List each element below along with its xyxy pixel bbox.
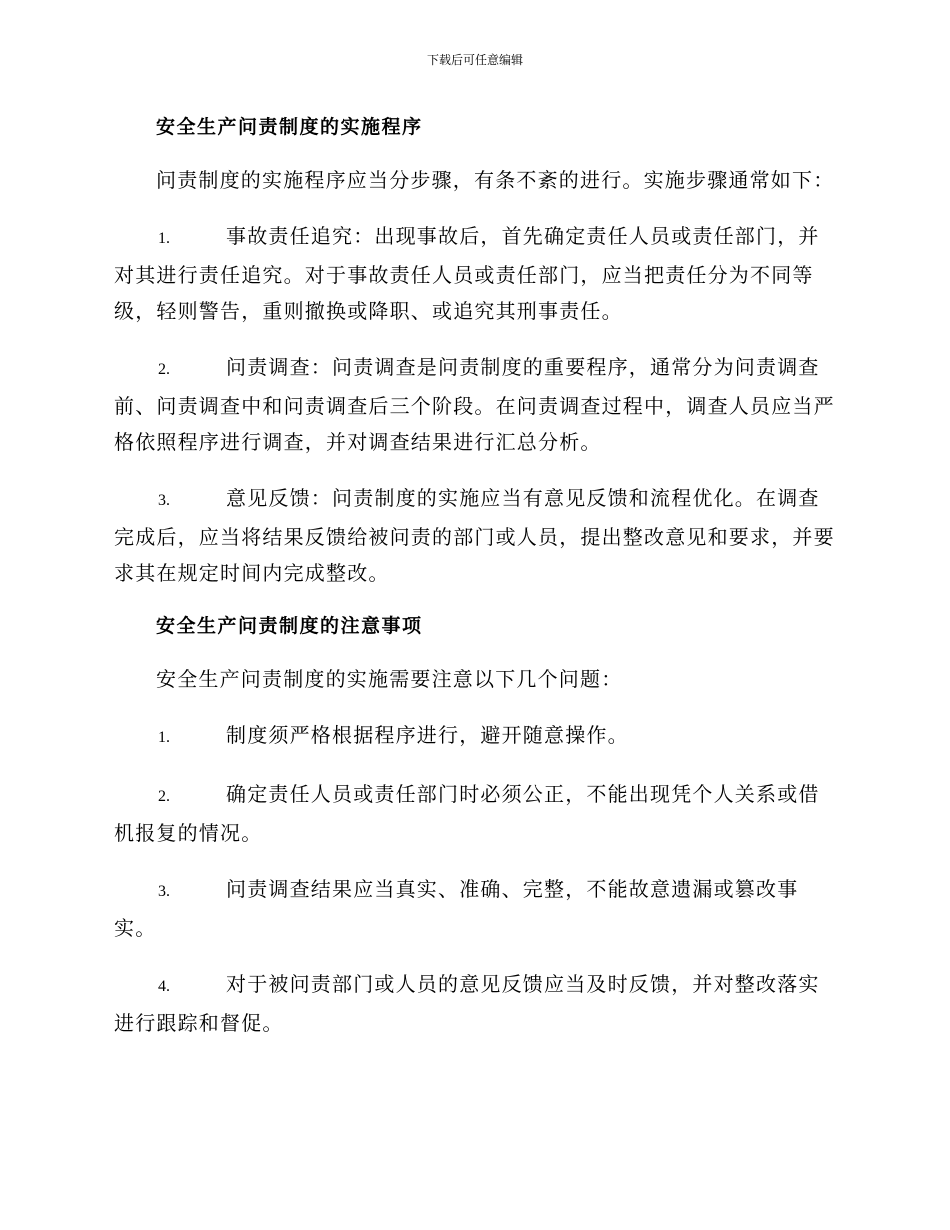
- section-heading: 安全生产问责制度的实施程序: [156, 116, 423, 138]
- list-item-number: 1.: [158, 230, 170, 247]
- list-item-number: 3.: [158, 883, 170, 900]
- section-precautions: [114, 611, 836, 1041]
- list-item-number: 3.: [158, 492, 170, 509]
- list-item-number: 4.: [158, 978, 170, 995]
- list-item-number: 1.: [158, 729, 170, 746]
- section-intro: 问责制度的实施程序应当分步骤，有条不紊的进行。实施步骤通常如下：: [156, 168, 835, 192]
- list-item-number: 2.: [158, 788, 170, 805]
- document-body: [114, 112, 836, 1061]
- list-item: [114, 349, 836, 460]
- list-item: [114, 218, 836, 329]
- list-item: [114, 871, 836, 946]
- list-item-text: 事故责任追究：出现事故后，首先确定责任人员或责任部门，并对其进行责任追究。对于事故责任人员或责任部门，应当把责任分为不同等级，轻则警告，重则撤换或降职、或追究其刑事责任。: [114, 224, 820, 323]
- list-item-text: 意见反馈：问责制度的实施应当有意见反馈和流程优化。在调查完成后，应当将结果反馈给被问责的部门或人员，提出整改意见和要求，并要求其在规定时间内完成整改。: [114, 486, 835, 585]
- list-item-text: 制度须严格根据程序进行，避开随意操作。: [226, 723, 629, 747]
- list-item: [114, 966, 836, 1041]
- list-item-text: 确定责任人员或责任部门时必须公正，不能出现凭个人关系或借机报复的情况。: [114, 782, 820, 845]
- section-implementation-procedure: [114, 112, 836, 591]
- page-header: 下载后可任意编辑: [426, 53, 523, 67]
- list-item: [114, 480, 836, 591]
- list-item-text: 问责调查结果应当真实、准确、完整，不能故意遗漏或篡改事实。: [114, 877, 799, 940]
- list-item: [114, 717, 836, 756]
- list-item-text: 问责调查：问责调查是问责制度的重要程序，通常分为问责调查前、问责调查中和问责调查后三个阶段。在问责调查过程中，调查人员应当严格依照程序进行调查，并对调查结果进行汇总分析。: [114, 355, 835, 454]
- section-intro: 安全生产问责制度的实施需要注意以下几个问题：: [156, 667, 623, 691]
- section-heading: 安全生产问责制度的注意事项: [156, 615, 423, 637]
- list-item: [114, 776, 836, 851]
- list-item-text: 对于被问责部门或人员的意见反馈应当及时反馈，并对整改落实进行跟踪和督促。: [114, 972, 820, 1035]
- list-item-number: 2.: [158, 361, 170, 378]
